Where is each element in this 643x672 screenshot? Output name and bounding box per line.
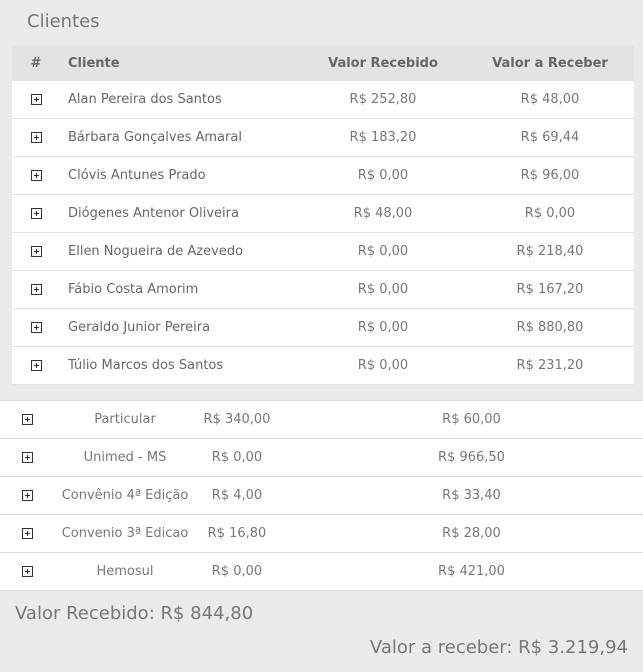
table-row: [12, 347, 634, 385]
client-received: R$ 48,00: [353, 206, 413, 221]
header-received: Valor Recebido: [328, 56, 438, 71]
header-hash: #: [30, 56, 42, 71]
client-received: R$ 252,80: [349, 92, 417, 107]
table-row: [12, 81, 634, 119]
client-received: R$ 0,00: [357, 168, 409, 183]
client-received: R$ 0,00: [357, 282, 409, 297]
client-to-receive: R$ 231,20: [516, 358, 584, 373]
expand-group-icon[interactable]: [22, 414, 33, 425]
group-row: [0, 439, 643, 477]
client-name: Diógenes Antenor Oliveira: [68, 206, 239, 221]
group-row: [0, 553, 643, 591]
client-to-receive: R$ 218,40: [516, 244, 584, 259]
group-received: R$ 0,00: [211, 564, 263, 579]
table-row: [12, 233, 634, 271]
groups-table: [0, 400, 643, 591]
table-row: [12, 157, 634, 195]
client-to-receive: R$ 880,80: [516, 320, 584, 335]
client-name: Clóvis Antunes Prado: [68, 168, 206, 183]
expand-row-icon[interactable]: [31, 284, 42, 295]
expand-row-icon[interactable]: [31, 132, 42, 143]
client-name: Bárbara Gonçalves Amaral: [68, 130, 242, 145]
client-name: Ellen Nogueira de Azevedo: [68, 244, 244, 259]
group-row: [0, 515, 643, 553]
total-received: Valor Recebido: R$ 844,80: [15, 603, 254, 624]
table-row: [12, 119, 634, 157]
client-name: Geraldo Junior Pereira: [68, 320, 211, 335]
client-received: R$ 183,20: [349, 130, 417, 145]
client-to-receive: R$ 96,00: [520, 168, 580, 183]
group-received: R$ 16,80: [207, 526, 267, 541]
client-name: Alan Pereira dos Santos: [68, 92, 222, 107]
clients-table: [12, 46, 634, 385]
table-row: [12, 195, 634, 233]
expand-row-icon[interactable]: [31, 360, 42, 371]
group-received: R$ 4,00: [211, 488, 263, 503]
header-client: Cliente: [68, 56, 120, 71]
group-to-receive: R$ 421,00: [438, 564, 505, 579]
group-to-receive: R$ 60,00: [442, 412, 501, 427]
group-to-receive: R$ 28,00: [442, 526, 501, 541]
client-to-receive: R$ 167,20: [516, 282, 584, 297]
group-name: Unimed - MS: [83, 450, 167, 465]
group-row: [0, 477, 643, 515]
group-name: Hemosul: [96, 564, 154, 579]
expand-group-icon[interactable]: [22, 490, 33, 501]
table-header: [12, 46, 634, 81]
client-received: R$ 0,00: [357, 244, 409, 259]
group-name: Convenio 3ª Edicao: [61, 526, 189, 541]
group-to-receive: R$ 33,40: [442, 488, 501, 503]
group-received: R$ 340,00: [203, 412, 271, 427]
group-name: Convênio 4ª Edição: [61, 488, 189, 503]
client-name: Túlio Marcos dos Santos: [68, 358, 224, 373]
total-to-receive: Valor a receber: R$ 3.219,94: [369, 637, 628, 658]
expand-row-icon[interactable]: [31, 170, 42, 181]
group-received: R$ 0,00: [211, 450, 263, 465]
page-title: Clientes: [27, 11, 100, 32]
client-to-receive: R$ 0,00: [524, 206, 576, 221]
table-row: [12, 309, 634, 347]
client-received: R$ 0,00: [357, 320, 409, 335]
expand-group-icon[interactable]: [22, 566, 33, 577]
expand-row-icon[interactable]: [31, 94, 42, 105]
client-to-receive: R$ 48,00: [520, 92, 580, 107]
expand-row-icon[interactable]: [31, 322, 42, 333]
header-to-receive: Valor a Receber: [492, 56, 608, 71]
expand-group-icon[interactable]: [22, 452, 33, 463]
table-row: [12, 271, 634, 309]
expand-row-icon[interactable]: [31, 246, 42, 257]
group-row: [0, 401, 643, 439]
group-to-receive: R$ 966,50: [438, 450, 505, 465]
client-received: R$ 0,00: [357, 358, 409, 373]
group-name: Particular: [94, 412, 156, 427]
expand-group-icon[interactable]: [22, 528, 33, 539]
expand-row-icon[interactable]: [31, 208, 42, 219]
client-to-receive: R$ 69,44: [520, 130, 580, 145]
client-name: Fábio Costa Amorim: [68, 282, 199, 297]
